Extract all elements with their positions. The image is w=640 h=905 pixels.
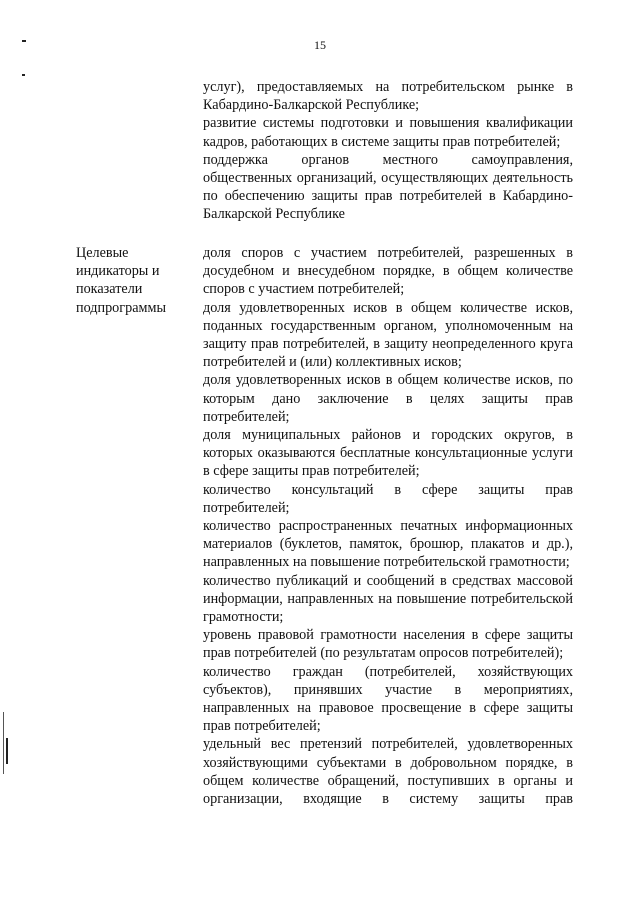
indicator-item: количество граждан (потребителей, хозяйствующих субъектов), принявших участие в мероприятиях, направленных на правовое просвещение в сфере защиты прав потребителей;: [203, 663, 573, 735]
indicator-item: количество распространенных печатных информационных материалов (буклетов, памяток, брошюр, плакатов и др.), направленных на повышение потребительской грамотности;: [203, 518, 573, 571]
row-label-target-indicators: Целевые индикаторы и показатели подпрограммы: [76, 245, 166, 316]
indicator-item: уровень правовой грамотности населения в сфере защиты прав потребителей (по результатам опросов потребителей);: [203, 627, 573, 662]
scan-mark-left-edge-lower: [6, 738, 8, 764]
indicator-item: количество консультаций в сфере защиты прав потребителей;: [203, 481, 573, 516]
indicator-item: доля муниципальных районов и городских округов, в которых оказываются бесплатные консультационные услуги в сфере защиты прав потребителей;: [203, 427, 573, 480]
indicator-item: доля удовлетворенных исков в общем количестве исков, поданных государственным органом, уполномоченным на защиту прав потребителей, в защиту неопределенного круга потребителей и (или) коллективных исков;: [203, 299, 573, 371]
indicator-item: удельный вес претензий потребителей, удовлетворенных хозяйствующими субъектами в добровольном порядке, в общем количестве обращений, поступивших в органы и организации, входящие в систему защиты прав: [203, 736, 573, 808]
indicator-item: количество публикаций и сообщений в средствах массовой информации, направленных на повышение потребительской грамотности;: [203, 572, 573, 626]
page-number: 15: [314, 38, 326, 52]
scan-mark-top: [22, 40, 26, 42]
objective-item: услуг), предоставляемых на потребительском рынке в Кабардино-Балкарской Республике;: [203, 79, 573, 114]
objective-item: развитие системы подготовки и повышения квалификации кадров, работающих в системе защиты прав потребителей;: [203, 115, 573, 150]
target-indicators-list: [203, 244, 573, 808]
indicator-item: доля споров с участием потребителей, разрешенных в досудебном и внесудебном порядке, в общем количестве споров с участием потребителей;: [203, 245, 573, 298]
scan-mark-left-edge: [3, 712, 4, 774]
indicator-item: доля удовлетворенных исков в общем количестве исков, по которым дано заключение в целях защиты прав потребителей;: [203, 372, 573, 425]
scan-mark-upper: [22, 74, 25, 76]
objective-item: поддержка органов местного самоуправления, общественных организаций, осуществляющих деятельность по обеспечению защиты прав потребителей в Кабардино-Балкарской Республике: [203, 151, 573, 223]
objectives-continuation: [203, 78, 573, 224]
